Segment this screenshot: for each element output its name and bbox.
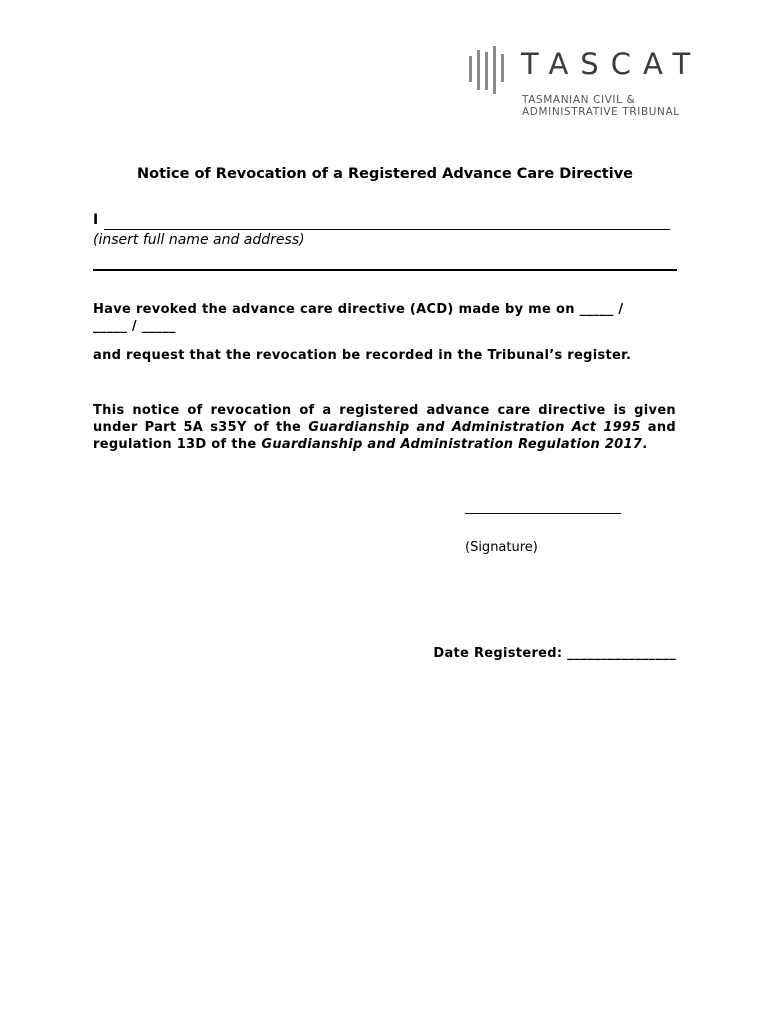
page-title: Notice of Revocation of a Registered Advance Care Directive — [136, 166, 633, 182]
notice-part1: This notice of revocation of a registered advance care directive is given under Part 5A s35Y of the — [93, 403, 676, 435]
name-prefix: I — [93, 212, 99, 228]
date-registered[interactable]: Date Registered: ________________ — [433, 646, 676, 661]
logo-subtitle-line2: ADMINISTRATIVE TRIBUNAL — [522, 106, 680, 118]
request-statement: and request that the revocation be recorded in the Tribunal’s register. — [93, 348, 632, 363]
address-field-rule[interactable] — [93, 269, 677, 271]
notice-statement — [93, 402, 676, 453]
name-hint: (insert full name and address) — [93, 232, 305, 248]
notice-act: Guardianship and Administration Act 1995 — [308, 420, 641, 435]
tascat-logo — [467, 42, 727, 122]
tascat-bars-icon — [467, 46, 507, 94]
logo-subtitle-line1: TASMANIAN CIVIL & — [522, 94, 636, 106]
notice-regulation: Guardianship and Administration Regulation 2017 — [261, 437, 643, 452]
revoked-line1: Have revoked the advance care directive (ACD) made by me on _____ / — [93, 302, 624, 317]
notice-end: . — [642, 437, 648, 452]
signature-line[interactable]: ________________________ — [465, 500, 621, 515]
notice-part2: and regulation 13D of the — [93, 420, 677, 452]
signature-label: (Signature) — [465, 540, 538, 555]
logo-subtitle — [522, 94, 680, 118]
name-field-rule[interactable] — [104, 229, 670, 230]
revoked-line2: _____ / _____ — [93, 319, 176, 334]
revoked-statement — [93, 301, 676, 335]
logo-wordmark: TASCAT — [521, 47, 703, 81]
